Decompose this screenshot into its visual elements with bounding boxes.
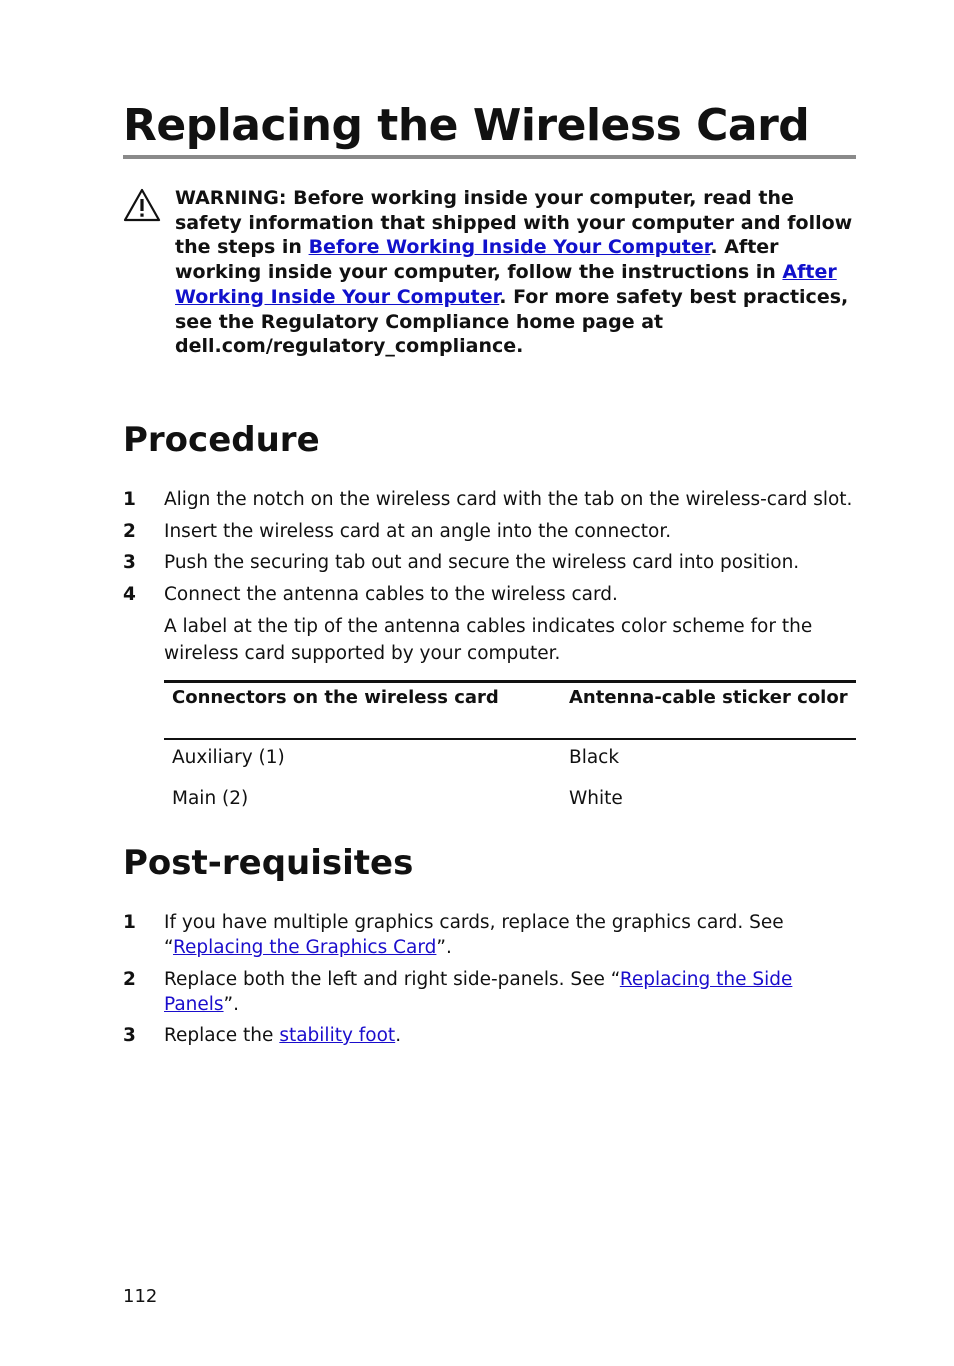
procedure-heading: Procedure: [123, 420, 320, 460]
step-text-after: ”.: [223, 994, 240, 1015]
table-cell-connector: Auxiliary (1): [172, 747, 285, 768]
step-text-after: .: [395, 1025, 402, 1046]
title-underline: [123, 155, 856, 159]
step-number: 4: [123, 584, 136, 605]
warning-text: [175, 186, 865, 359]
step-number: 3: [123, 1025, 136, 1046]
warning-prefix: WARNING: Before working inside your computer, read the safety information that shipped with your computer and follow the steps in: [175, 187, 853, 259]
page-number: 112: [123, 1286, 158, 1307]
step-number: 3: [123, 552, 136, 573]
warning-triangle-icon: [123, 188, 161, 222]
table-header-rule: [164, 738, 856, 740]
replacing-side-panels-link[interactable]: Replacing the Side Panels: [164, 969, 793, 1015]
step-text-before: Replace both the left and right side-panels. See “: [164, 969, 620, 990]
table-header-sticker-color: Antenna-cable sticker color: [569, 687, 848, 708]
step-text: [164, 967, 856, 1017]
step-text-after: ”.: [436, 937, 452, 958]
step-text: Connect the antenna cables to the wireless card.: [164, 584, 618, 605]
after-working-link[interactable]: After Working Inside Your Computer: [175, 261, 837, 308]
warning-suffix: . For more safety best practices, see the Regulatory Compliance home page at dell.com/regulatory_compliance.: [175, 285, 849, 358]
warning-middle: . After working inside your computer, follow the instructions in: [175, 236, 783, 284]
step-text: [164, 1023, 856, 1048]
step-number: 1: [123, 489, 136, 510]
postrequisites-heading: Post-requisites: [123, 843, 414, 883]
page-title: Replacing the Wireless Card: [123, 100, 810, 151]
antenna-note: A label at the tip of the antenna cables indicates color scheme for the wireless card supported by your computer.: [164, 616, 813, 664]
before-working-link[interactable]: Before Working Inside Your Computer: [308, 236, 711, 259]
table-cell-color: White: [569, 788, 623, 809]
table-header-connectors: Connectors on the wireless card: [172, 687, 499, 708]
step-text: [164, 910, 856, 960]
step-number: 2: [123, 521, 136, 542]
step-text: Align the notch on the wireless card with the tab on the wireless-card slot.: [164, 489, 853, 510]
replacing-graphics-card-link[interactable]: Replacing the Graphics Card: [173, 937, 437, 958]
table-top-rule: [164, 680, 856, 683]
stability-foot-link[interactable]: stability foot: [279, 1025, 396, 1046]
step-number: 2: [123, 969, 136, 990]
step-number: 1: [123, 912, 136, 933]
table-cell-color: Black: [569, 747, 620, 768]
step-text-before: If you have multiple graphics cards, replace the graphics card. See “: [164, 912, 784, 958]
step-text: Push the securing tab out and secure the wireless card into position.: [164, 552, 800, 573]
step-text-before: Replace the: [164, 1025, 280, 1046]
table-cell-connector: Main (2): [172, 788, 249, 809]
step-text: Insert the wireless card at an angle into the connector.: [164, 521, 672, 542]
